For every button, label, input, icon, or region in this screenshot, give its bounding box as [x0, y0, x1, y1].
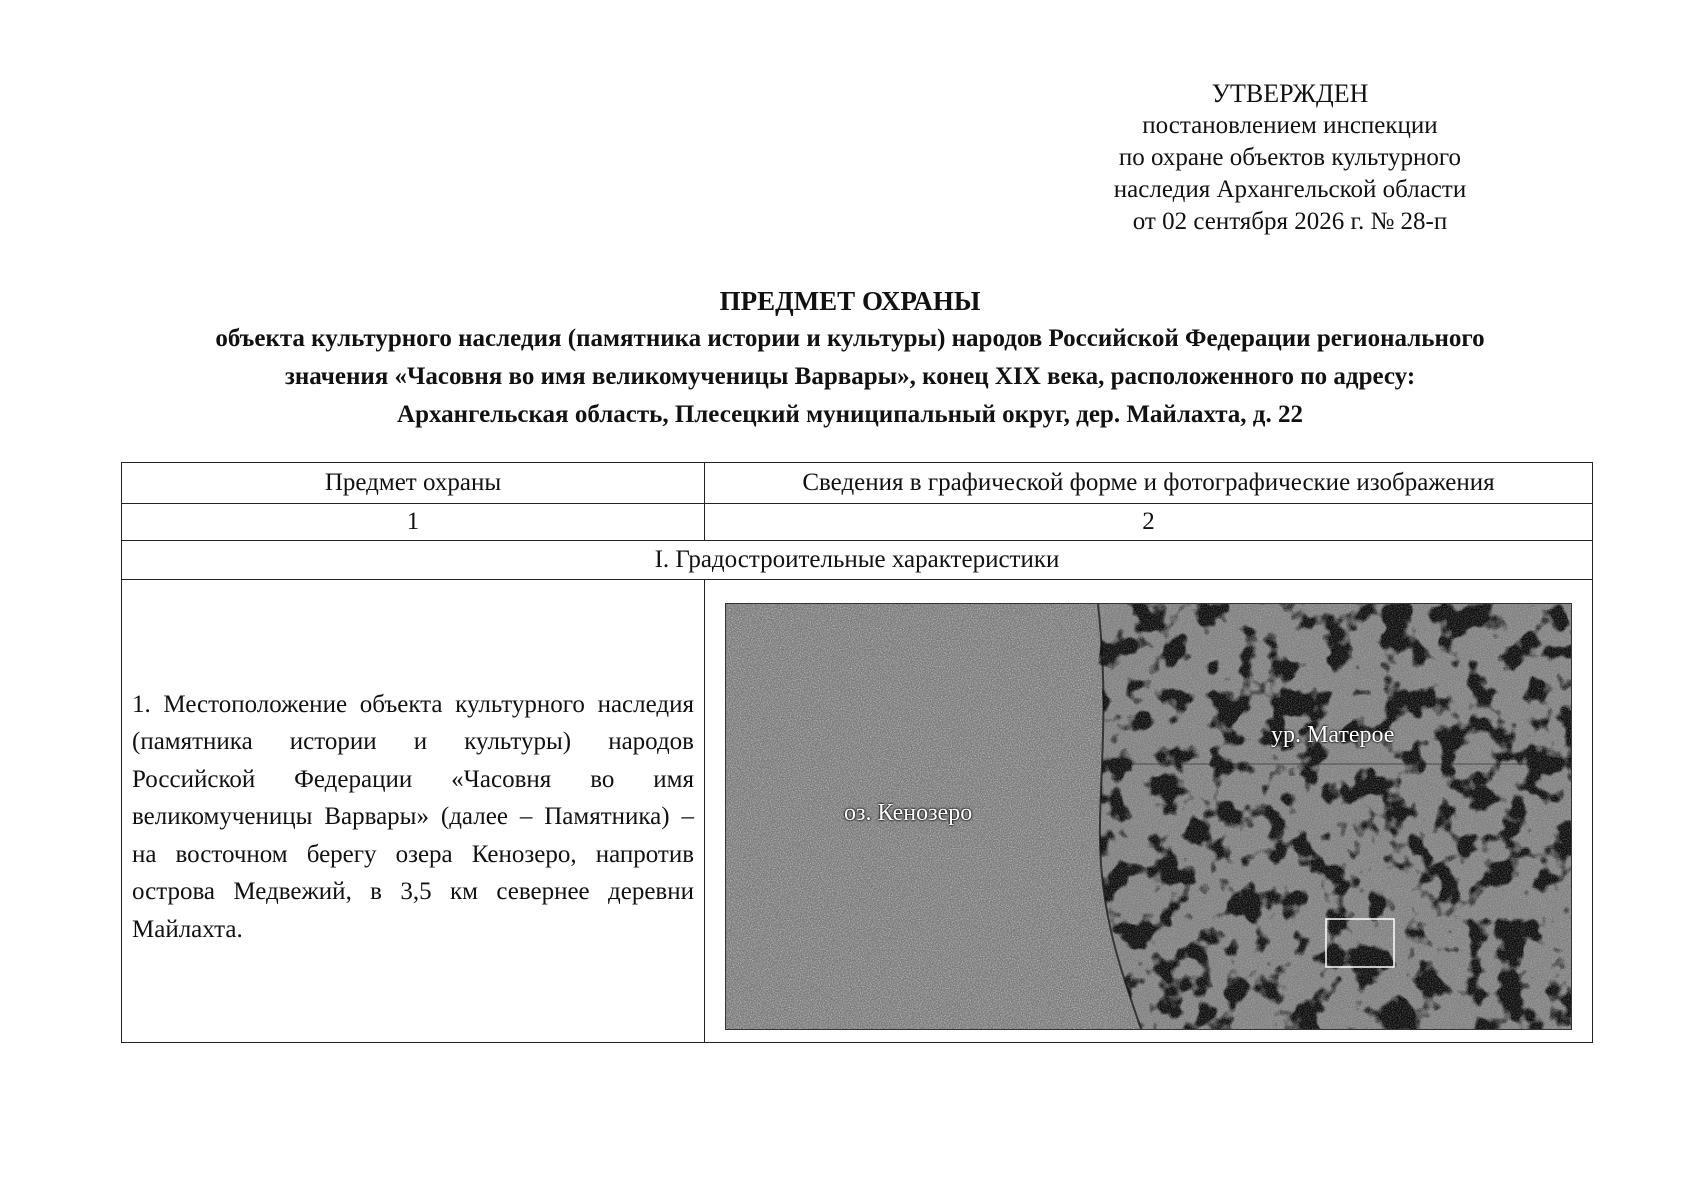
satellite-map-image [725, 603, 1572, 1030]
col1-number: 1 [122, 504, 705, 541]
title-subtitle-line: объекта культурного наследия (памятника истории и культуры) народов Российской Федерации регионального [215, 325, 1485, 352]
approval-line: наследия Архангельской области [1113, 176, 1467, 203]
row-description-cell [122, 580, 705, 1043]
approval-stamp [1080, 78, 1500, 238]
approval-line: постановлением инспекции [1142, 112, 1438, 139]
approval-line: по охране объектов культурного [1118, 144, 1462, 171]
col1-header: Предмет охраны [122, 463, 705, 504]
map-label-tract: ур. Матерое [1271, 721, 1395, 748]
map-label-lake: оз. Кенозеро [844, 799, 973, 826]
section-title: I. Градостроительные характеристики [122, 541, 1593, 580]
table-section-row [122, 541, 1593, 580]
col2-number: 2 [705, 504, 1593, 541]
approval-date-line: от 02 сентября 2026 г. № 28-п [1132, 208, 1448, 235]
row-image-cell [705, 580, 1593, 1043]
protection-table [121, 462, 1593, 1043]
document-title [110, 282, 1590, 434]
table-number-row [122, 504, 1593, 541]
title-address-line: Архангельская область, Плесецкий муниципальный округ, дер. Майлахта, д. 22 [397, 401, 1303, 428]
approval-heading: УТВЕРЖДЕН [1211, 79, 1369, 108]
title-subtitle-line: значения «Часовня во имя великомученицы Варвары», конец XIX века, расположенного по адресу: [284, 363, 1416, 390]
col2-header: Сведения в графической форме и фотографические изображения [705, 463, 1593, 504]
title-main: ПРЕДМЕТ ОХРАНЫ [719, 286, 981, 316]
table-row [122, 580, 1593, 1043]
table-header-row [122, 463, 1593, 504]
row-description-text: 1. Местоположение объекта культурного наследия (памятника истории и культуры) народов Российской Федерации «Часовня во имя великомученицы Варвары» (далее – Памятника) – на восточном берегу озера Кенозеро, напротив острова Медвежий, в 3,5 км севернее деревни Майлахта. [132, 690, 694, 943]
